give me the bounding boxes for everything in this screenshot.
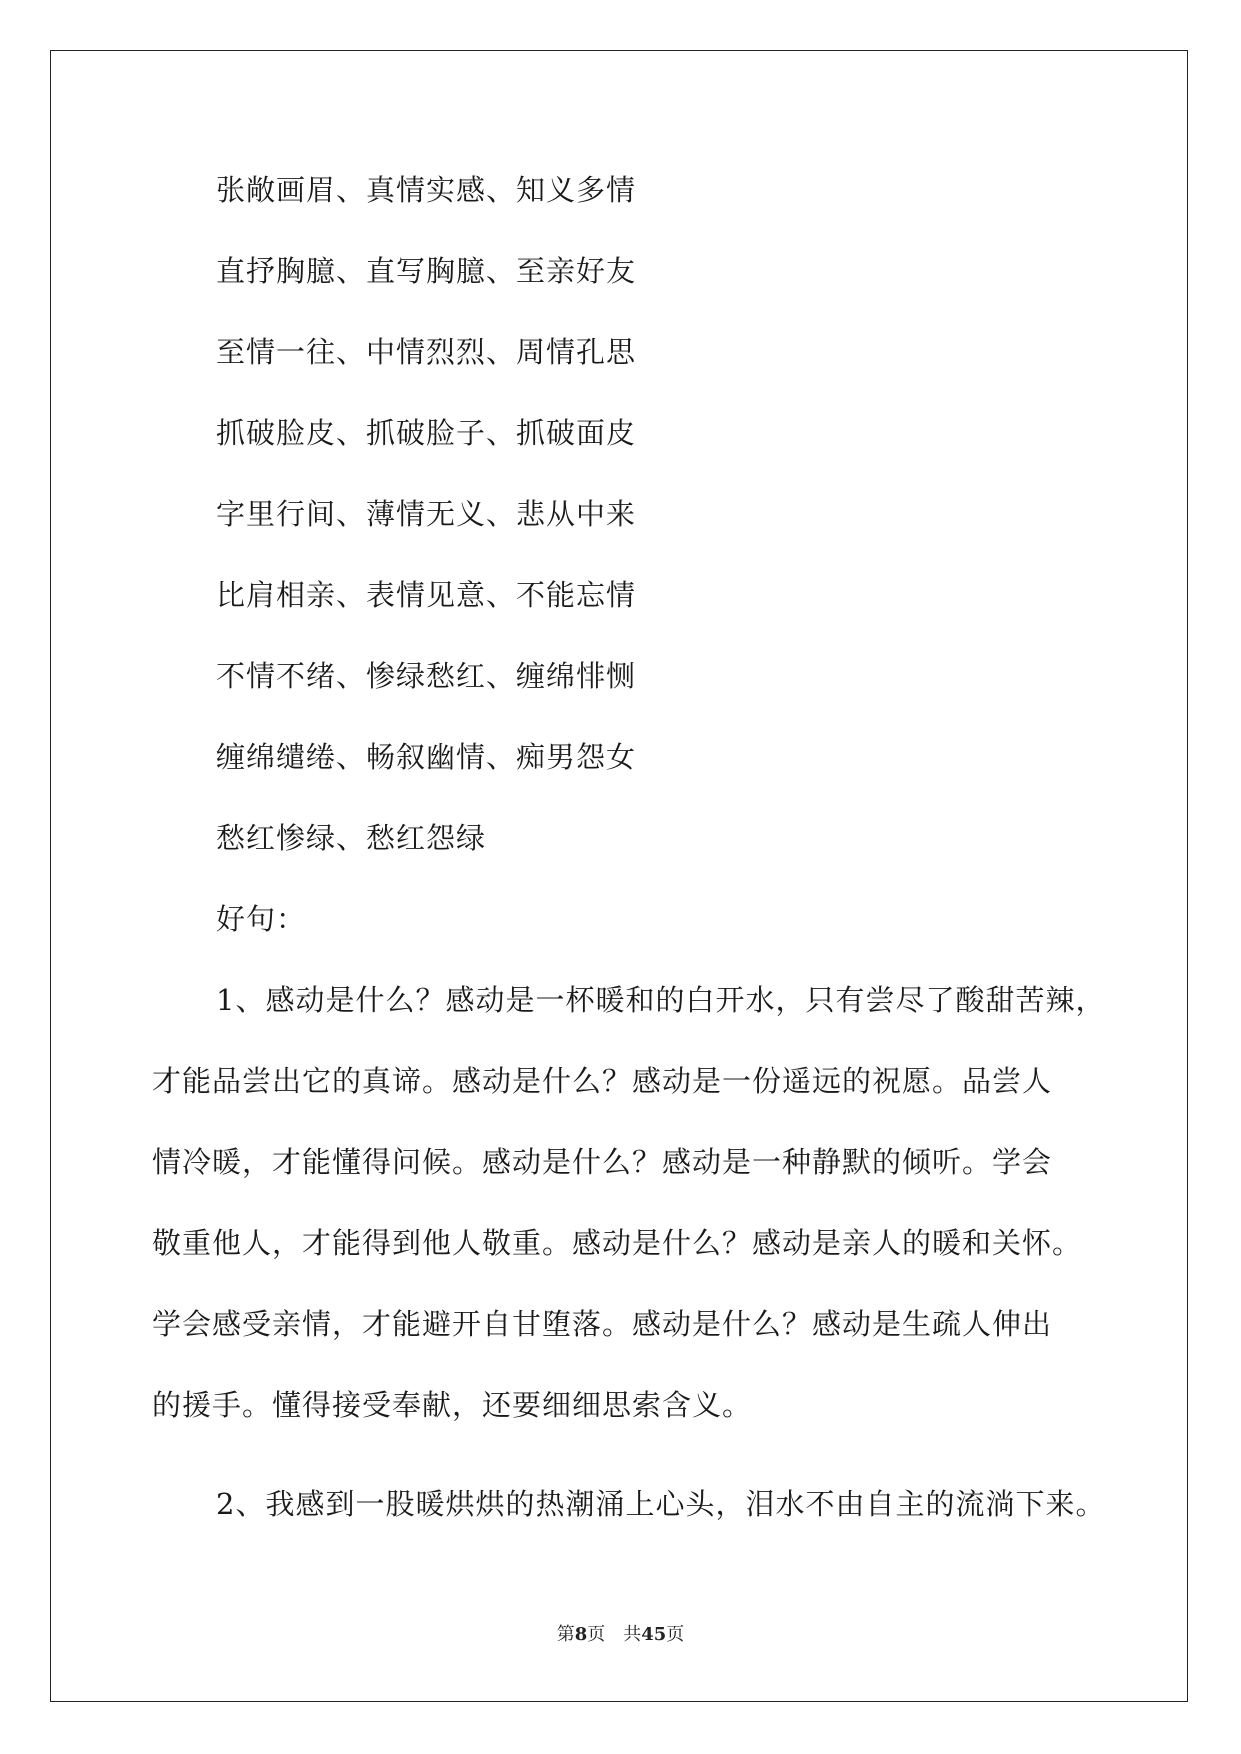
paragraph-line: 的援手。懂得接受奉献，还要细细思索含义。 [152,1388,753,1422]
page-border [50,50,1188,1702]
footer-page-prefix: 第 [556,1624,575,1645]
paragraph-line: 1、感动是什么？感动是一杯暖和的白开水，只有尝尽了酸甜苦辣， [216,983,1106,1017]
section-heading: 好句： [216,902,307,936]
footer-page-suffix: 页 [587,1624,606,1645]
idiom-line: 不情不绪、惨绿愁红、缠绵悱恻 [216,659,637,693]
idiom-line: 缠绵缱绻、畅叙幽情、痴男怨女 [216,740,637,774]
idiom-line: 至情一往、中情烈烈、周情孔思 [216,335,637,369]
page-footer [0,1624,1241,1646]
idiom-line: 张敞画眉、真情实感、知义多情 [216,173,637,207]
idiom-line: 比肩相亲、表情见意、不能忘情 [216,578,637,612]
footer-total-prefix: 共 [623,1624,642,1645]
footer-page-number: 8 [574,1624,588,1645]
paragraph-line: 才能品尝出它的真谛。感动是什么？感动是一份遥远的祝愿。品尝人 [152,1064,1053,1098]
idiom-line: 字里行间、薄情无义、悲从中来 [216,497,637,531]
footer-total-pages: 45 [641,1624,667,1645]
idiom-line: 直抒胸臆、直写胸臆、至亲好友 [216,254,637,288]
paragraph-line: 学会感受亲情，才能避开自甘堕落。感动是什么？感动是生疏人伸出 [152,1307,1053,1341]
footer-total-suffix: 页 [666,1624,685,1645]
paragraph-line: 情冷暖，才能懂得问候。感动是什么？感动是一种静默的倾听。学会 [152,1145,1053,1179]
paragraph-line: 敬重他人，才能得到他人敬重。感动是什么？感动是亲人的暖和关怀。 [152,1226,1083,1260]
idiom-line: 抓破脸皮、抓破脸子、抓破面皮 [216,416,637,450]
paragraph-line: 2、我感到一股暖烘烘的热潮涌上心头，泪水不由自主的流淌下来。 [216,1487,1106,1521]
idiom-line: 愁红惨绿、愁红怨绿 [216,821,487,855]
